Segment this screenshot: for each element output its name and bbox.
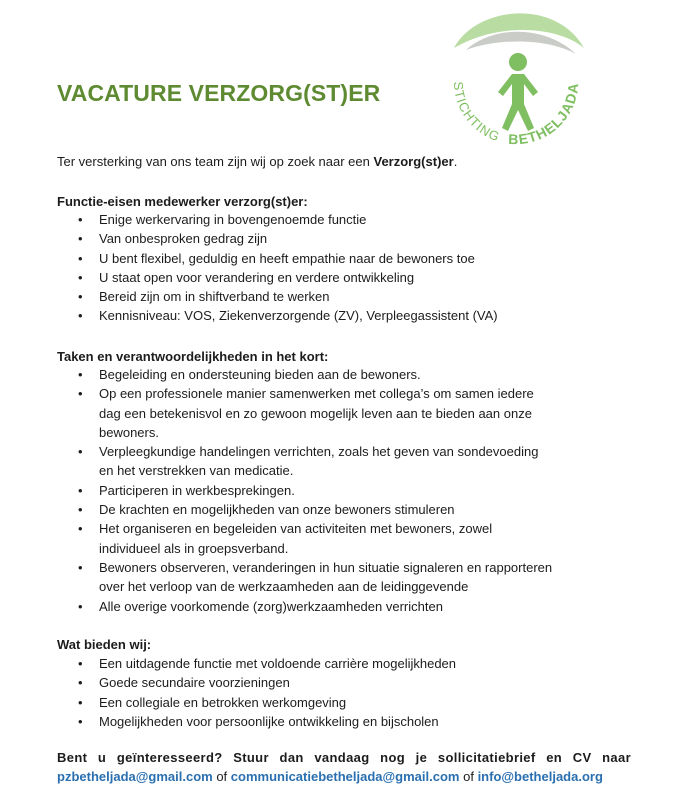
separator: of <box>459 769 478 784</box>
list-item: • Bereid zijn om in shiftverband te werken <box>57 287 637 306</box>
logo-text-top: STICHTING <box>450 80 503 145</box>
line: dag een betekenisvol en zo gewoon mogelijk leven aan te bieden aan onze <box>99 405 532 421</box>
stichting-betheljada-logo <box>436 8 596 158</box>
line: De krachten en mogelijkheden van onze bewoners stimuleren <box>99 502 455 518</box>
list-item <box>57 481 637 500</box>
intro-end: . <box>453 154 458 169</box>
line: over het verloop van de werkzaamheden aan de leidinggevende <box>99 579 469 595</box>
email-link-info[interactable]: info@betheljada.org <box>477 769 603 784</box>
list-item <box>57 384 637 442</box>
email-link-communicatie[interactable]: communicatiebetheljada@gmail.com <box>230 769 460 784</box>
list-item <box>57 519 637 558</box>
list-item: • Een collegiale en betrokken werkomgeving <box>57 693 637 712</box>
list-item <box>57 442 637 481</box>
intro-paragraph <box>57 153 457 170</box>
line: Begeleiding en ondersteuning bieden aan de bewoners. <box>99 367 421 382</box>
line: Alle overige voorkomende (zorg)werkzaamheden verrichten <box>99 598 443 614</box>
closing-call-to-action: Bent u geïnteresseerd? Stuur dan vandaag nog je sollicitatiebrief en CV naar <box>57 750 631 765</box>
list-item: • Een uitdagende functie met voldoende carrière mogelijkheden <box>57 654 637 673</box>
line: Verpleegkundige handelingen verrichten, zoals het geven van sondevoeding <box>99 444 539 460</box>
tasks-heading: Taken en verantwoordelijkheden in het kort: <box>57 349 329 364</box>
list-item: • Mogelijkheden voor persoonlijke ontwikkeling en bijscholen <box>57 712 637 731</box>
list-item <box>57 597 637 616</box>
line: individueel als in groepsverband. <box>99 540 289 556</box>
offer-heading: Wat bieden wij: <box>57 637 152 652</box>
list-item <box>57 500 637 519</box>
closing-paragraph <box>57 748 631 786</box>
logo-graphic <box>436 8 596 158</box>
list-item: • Goede secundaire voorzieningen <box>57 673 637 692</box>
line: Op een professionele manier samenwerken met collega’s om samen iedere <box>99 386 534 402</box>
tasks-list <box>57 365 637 616</box>
line: Bewoners observeren, veranderingen in hun situatie signaleren en rapporteren <box>99 559 553 575</box>
requirements-heading: Functie-eisen medewerker verzorg(st)er: <box>57 194 308 209</box>
line: Het organiseren en begeleiden van activiteiten met bewoners, zowel <box>99 521 493 537</box>
list-item: • Kennisniveau: VOS, Ziekenverzorgende (ZV), Verpleegassistent (VA) <box>57 306 637 325</box>
line: bewoners. <box>99 424 159 440</box>
email-link-pz[interactable]: pzbetheljada@gmail.com <box>57 769 213 784</box>
intro-text: Ter versterking van ons team zijn wij op zoek naar een <box>57 154 374 169</box>
list-item: • Van onbesproken gedrag zijn <box>57 229 637 248</box>
list-item: • U staat open voor verandering en verdere ontwikkeling <box>57 268 637 287</box>
line: Participeren in werkbesprekingen. <box>99 482 295 498</box>
separator: of <box>212 769 231 784</box>
requirements-list <box>57 210 637 326</box>
list-item <box>57 365 637 384</box>
list-item: • U bent flexibel, geduldig en heeft empathie naar de bewoners toe <box>57 249 637 268</box>
contact-emails <box>57 767 631 786</box>
intro-job-title: Verzorg(st)er <box>373 154 454 169</box>
line: en het verstrekken van medicatie. <box>99 463 294 479</box>
list-item: • Enige werkervaring in bovengenoemde functie <box>57 210 637 229</box>
logo-text-bottom: BETHELJADA <box>508 81 582 148</box>
offer-list <box>57 654 637 731</box>
list-item <box>57 558 637 597</box>
page-title: VACATURE VERZORG(ST)ER <box>57 80 381 106</box>
